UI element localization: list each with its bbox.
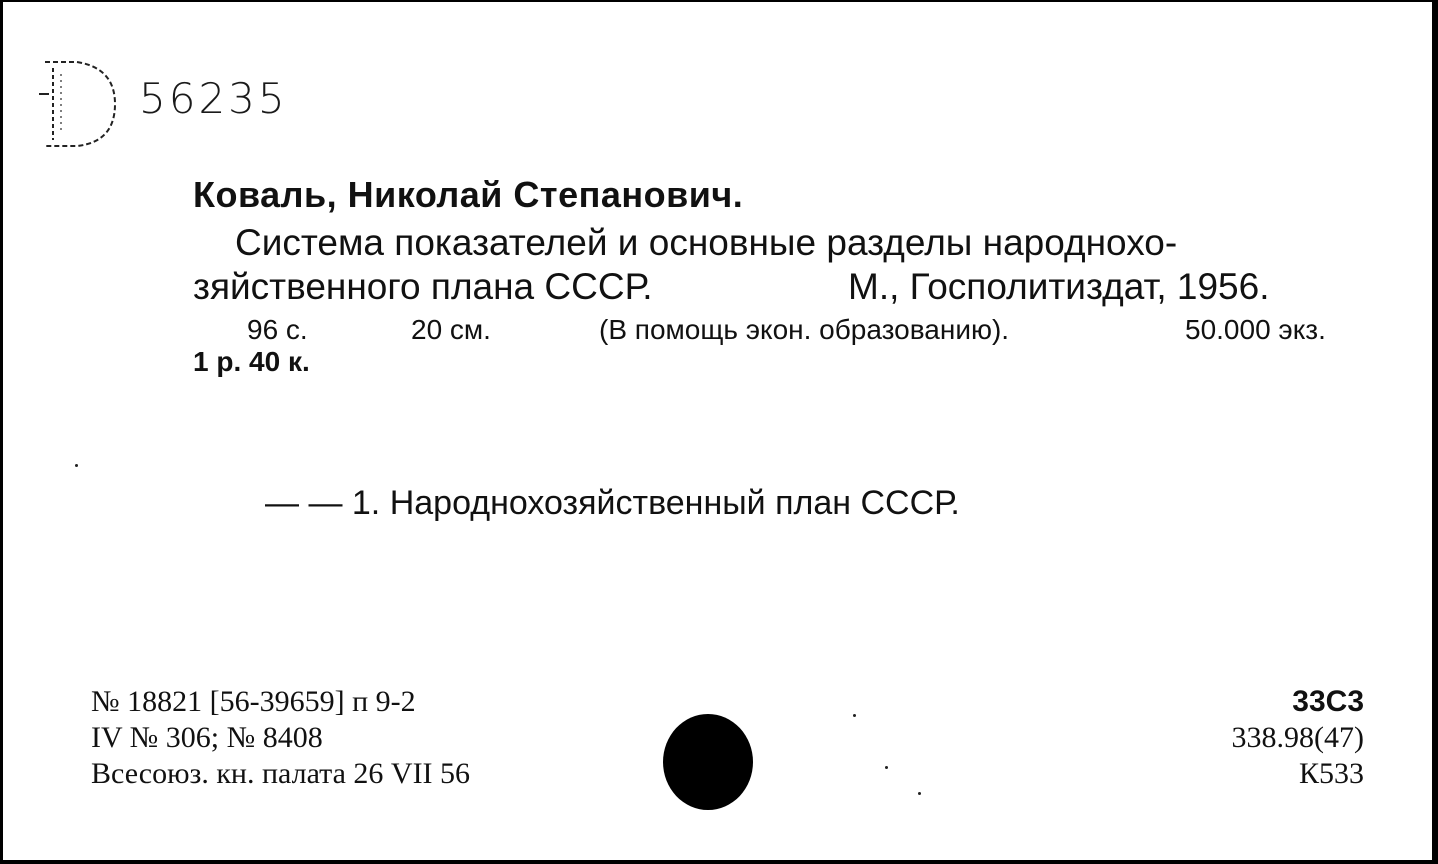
book-size: 20 см. — [411, 314, 491, 345]
footer-line-3: Всесоюз. кн. палата 26 VII 56 — [91, 757, 471, 790]
footer-line-1: № 18821 [56-39659] п 9-2 — [91, 685, 416, 718]
series-note: (В помощь экон. образованию). — [599, 314, 1010, 345]
pages-count: 96 с. — [247, 314, 308, 345]
title-line-2: зяйственного плана СССР. — [193, 266, 653, 307]
speck — [918, 792, 921, 795]
speck — [75, 464, 78, 467]
subject-heading: — — 1. Народнохозяйственный план СССР. — [265, 484, 960, 522]
author-mark: К533 — [1298, 757, 1364, 790]
classification-code: 33С3 — [1292, 685, 1364, 718]
price: 1 р. 40 к. — [193, 346, 310, 377]
author-heading: Коваль, Николай Степанович. — [193, 174, 744, 215]
speck — [885, 766, 888, 769]
speck — [853, 714, 856, 717]
handwritten-accession-number: 56235 — [139, 74, 288, 123]
library-stamp-icon — [35, 54, 125, 154]
copies-count: 50.000 экз. — [1185, 314, 1326, 345]
title-line-1: Система показателей и основные разделы народнохо- — [235, 222, 1178, 263]
punch-hole — [663, 714, 753, 810]
publisher-line: М., Госполитиздат, 1956. — [848, 266, 1270, 307]
udc-code: 338.98(47) — [1231, 721, 1364, 754]
footer-line-2: IV № 306; № 8408 — [91, 721, 323, 754]
